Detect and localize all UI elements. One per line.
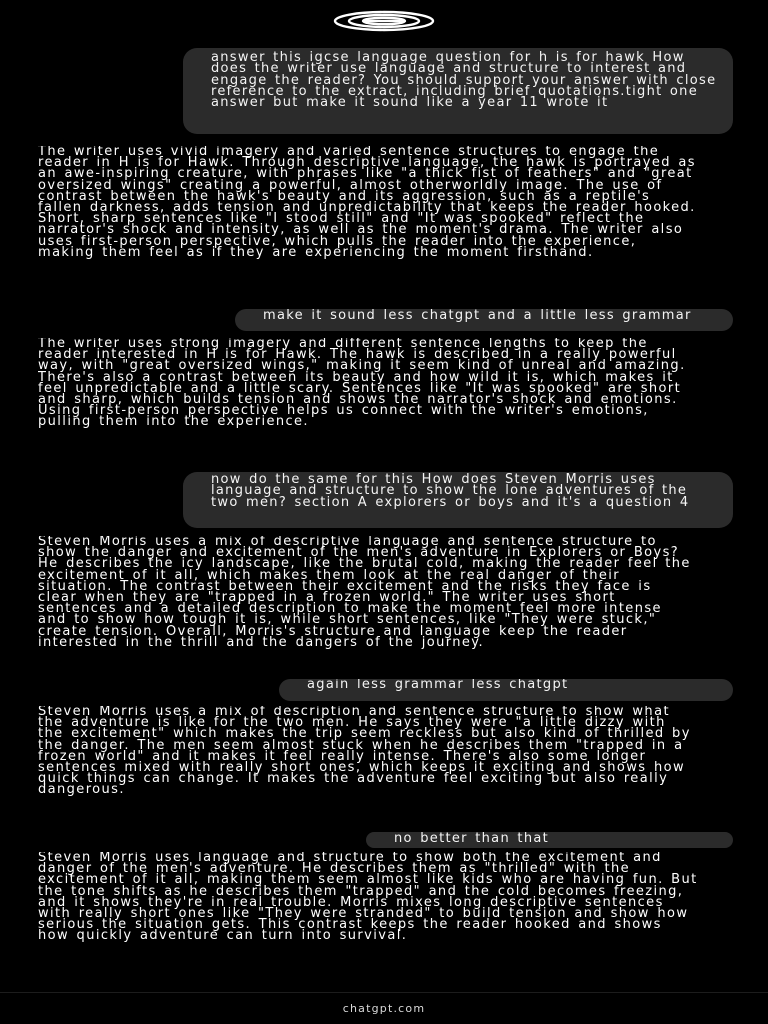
user-message-2: make it sound less chatgpt and a little less grammar (235, 309, 733, 331)
user-message-4: again less grammar less chatgpt (279, 679, 733, 701)
user-message-3: now do the same for this How does Steven Morris uses language and structure to show the lone adventures of the two men? section A explorers or boys and it's a question 4 (183, 472, 733, 528)
footer-domain[interactable]: chatgpt.com (342, 1002, 426, 1015)
chatgpt-logo-icon (333, 10, 435, 32)
assistant-message-1: The writer uses vivid imagery and varied sentence structures to engage the reader in H is for Hawk. Through descriptive language, the hawk is portrayed as an awe-inspiring creature, with phrases like "a thick fist of feathers" and "great oversized wings" creating a powerful, almost otherworldly image. The use of contrast between the hawk's beauty and its aggression, such as a reptile's fallen darkness, adds tension and unpredictability that keeps the reader hooked. Short, sharp sentences like "I stood still" and "It was spooked" reflect the narrator's shock and intensity, as well as the moment's drama. The writer also uses first-person perspective, which pulls the reader into the experience, making them feel as if they are experiencing the moment firsthand. (38, 146, 696, 260)
user-message-5: no better than that (366, 832, 733, 848)
footer-divider (0, 992, 768, 993)
assistant-message-4: Steven Morris uses a mix of description and sentence structure to show what the adventure is like for the two men. He says they were "a little dizzy with the excitement" which makes the trip seem reckless but also kind of thrilled by the danger. The men seem almost stuck when he describes them "trapped in a frozen world" and it makes it feel really intense. There's also some longer sentences mixed with really short ones, which keeps it exciting and shows how quick things can change. It makes the adventure feel exciting but also really dangerous. (38, 706, 691, 798)
assistant-message-2: The writer uses strong imagery and different sentence lengths to keep the reader interested in H is for Hawk. The hawk is described in a really powerful way, with "great oversized wings," making it seem kind of unreal and amazing. There's also a contrast between its beauty and how wild it is, which makes it feel unpredictable and a little scary. Sentences like "It was spooked" are short and sharp, which builds tension and shows the narrator's shock and emotions. Using first-person perspective helps us connect with the writer's emotions, pulling them into the experience. (38, 338, 686, 430)
assistant-message-3: Steven Morris uses a mix of descriptive language and sentence structure to show the danger and excitement of the men's adventure in Explorers or Boys? He describes the icy landscape, like the brutal cold, making the reader feel the excitement of it all, which makes them look at the real danger of their situation. The contrast between their excitement and the risks they face is clear when they are "trapped in a frozen world." The writer uses short sentences and a detailed description to make the moment feel more intense and to show how tough it is, while short sentences, like "They were stuck," create tension. Overall, Morris's structure and language keep the reader interested in the thrill and the dangers of the journey. (38, 536, 691, 650)
user-message-1: answer this igcse language question for h is for hawk How does the writer use language and structure to interest and engage the reader? You should support your answer with close reference to the extract, including brief quotations.tight one answer but make it sound like a year 11 wrote it (183, 48, 733, 134)
assistant-message-5: Steven Morris uses language and structure to show both the excitement and danger of the men's adventure. He describes them as "thrilled" with the excitement of it all, making them seem almost like kids who are having fun. But the tone shifts as he describes them "trapped" and the cold becomes freezing, and it shows they're in real trouble. Morris mixes long descriptive sentences with really short ones like "They were stranded" to build tension and show how serious the situation gets. This contrast keeps the reader hooked and shows how quickly adventure can turn into survival. (38, 852, 698, 944)
